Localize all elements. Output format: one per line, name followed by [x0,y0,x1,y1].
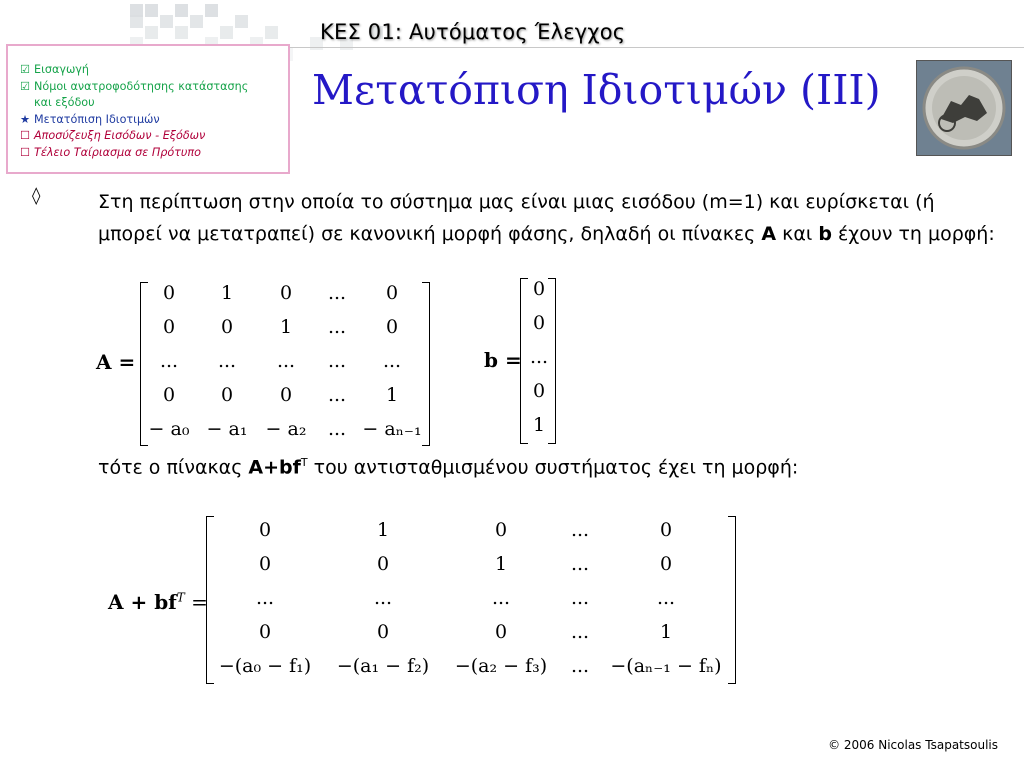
checkbox-empty-icon: ☐ [20,129,31,142]
mosaic-tile [130,15,143,28]
mosaic-tile [175,4,188,17]
matrix-cell: 0 [385,316,399,338]
mosaic-tile [235,15,248,28]
matrix-abf-label: $A + bf^T$ = [108,590,208,614]
matrix-cell: ... [255,587,275,609]
checkbox-empty-icon: ☐ [20,145,31,159]
paragraph-intro: Στη περίπτωση στην οποία το σύστημα μας είναι μιας εισόδου (m=1) και ευρίσκεται (ή μπορεί να μετατραπεί) σε κανονική μορφή φάσης, δηλαδή οι πίνακες A και b έχουν τη μορφή: [98,191,995,245]
matrix-cell: 0 [376,553,390,575]
page-title: Μετατόπιση Ιδιοτιμών (ΙΙΙ) [312,66,881,114]
matrix-cell: 1 [385,384,399,406]
matrix-cell: 0 [258,621,272,643]
matrix-cell: 1 [532,414,546,436]
outline-item-label: Εισαγωγή [34,63,90,76]
vector-b [484,276,564,446]
lecture-outline [6,44,290,174]
mosaic-tile [205,4,218,17]
matrix-cell: ... [570,621,590,643]
matrix-cell: 0 [494,621,508,643]
outline-item [20,112,288,129]
matrix-cell: 0 [532,278,546,300]
matrix-cell: 1 [494,553,508,575]
matrix-cell: ... [570,587,590,609]
matrix-cell: −(a₀ − f₁) [218,655,312,677]
star-icon: ★ [20,112,31,126]
matrix-cell: ... [570,655,590,677]
outline-item-label-cont: και εξόδου [34,96,95,109]
matrix-cell: 0 [258,553,272,575]
mosaic-tile [145,4,158,17]
outline-item [20,145,288,162]
matrix-cell: 0 [258,519,272,541]
matrix-cell: ... [656,587,676,609]
matrix-cell: 0 [385,282,399,304]
checkbox-checked-icon: ☑ [20,63,31,76]
matrix-cell: 0 [220,384,234,406]
matrix-cell: ... [373,587,393,609]
coin-image [916,60,1012,156]
matrix-cell: ... [327,350,347,372]
matrix-cell: 0 [659,553,673,575]
matrix-cell: ... [382,350,402,372]
outline-item-label: Αποσύζευξη Εισόδων - Εξόδων [34,129,206,142]
matrix-cell: 1 [279,316,293,338]
matrix-cell: 0 [162,316,176,338]
mosaic-tile [160,15,173,28]
outline-item-label: Μετατόπιση Ιδιοτιμών [34,112,160,126]
matrix-cell: − a₀ [148,418,190,440]
outline-item [20,62,288,79]
matrix-cell: ... [327,316,347,338]
matrix-cell: − aₙ₋₁ [362,418,422,440]
matrix-cell: ... [327,384,347,406]
matrix-cell: −(a₂ − f₃) [454,655,548,677]
mosaic-tile [265,26,278,39]
matrix-a [96,280,436,450]
matrix-cell: 0 [494,519,508,541]
matrix-cell: 0 [376,621,390,643]
copyright-footer: © 2006 Nicolas Tsapatsoulis [828,738,998,752]
mosaic-tile [220,26,233,39]
outline-item-label: Τέλειο Ταίριασμα σε Πρότυπο [34,145,201,159]
course-header: ΚΕΣ 01: Αυτόματος Έλεγχος [320,20,626,44]
matrix-cell: 0 [162,282,176,304]
mosaic-tile [175,26,188,39]
matrix-cell: 1 [659,621,673,643]
matrix-cell: 0 [279,384,293,406]
matrix-cell: 1 [220,282,234,304]
matrix-cell: ... [217,350,237,372]
matrix-cell: − a₁ [206,418,248,440]
vector-b-label: b = [484,348,522,372]
matrix-cell: ... [159,350,179,372]
matrix-cell: ... [570,553,590,575]
mosaic-tile [190,15,203,28]
matrix-cell: −(aₙ₋₁ − fₙ) [610,655,722,677]
matrix-cell: −(a₁ − f₂) [336,655,430,677]
matrix-a-label: A = [96,350,136,374]
matrix-cell: 0 [220,316,234,338]
matrix-cell: ... [491,587,511,609]
matrix-cell: 0 [532,380,546,402]
outline-item [20,128,288,145]
matrix-cell: 0 [279,282,293,304]
outline-item-label: Νόμοι ανατροφοδότησης κατάστασης [34,79,249,93]
matrix-cell: − a₂ [265,418,307,440]
matrix-cell: ... [529,346,549,368]
matrix-cell: ... [570,519,590,541]
matrix-cell: 1 [376,519,390,541]
matrix-cell: 0 [162,384,176,406]
matrix-a-plus-bf [108,514,748,686]
matrix-cell: ... [327,282,347,304]
checkbox-checked-icon: ☑ [20,79,31,93]
decorative-mosaic [0,0,260,50]
mosaic-tile [145,26,158,39]
bullet-marker: ◊ [32,186,41,206]
outline-item [20,79,288,112]
matrix-cell: ... [327,418,347,440]
matrix-cell: ... [276,350,296,372]
paragraph-compensated: τότε ο πίνακας $A+bf^T$ του αντισταθμισμένου συστήματος έχει τη μορφή: [98,456,799,479]
matrix-cell: 0 [532,312,546,334]
matrix-cell: 0 [659,519,673,541]
